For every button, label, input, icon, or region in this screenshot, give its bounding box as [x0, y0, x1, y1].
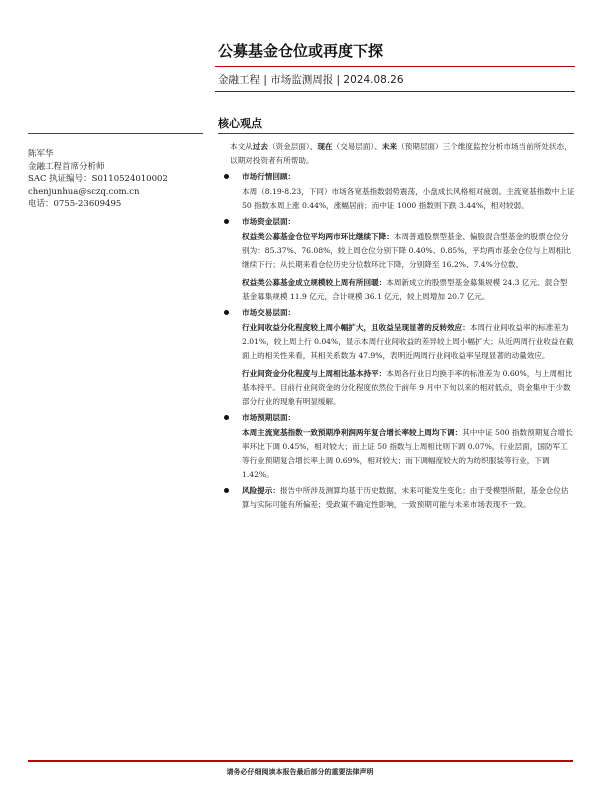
author-divider — [28, 133, 203, 134]
item-risk-warning — [230, 484, 575, 512]
para-text: 本周各行业日均换手率的标准差为 0.60%，与上周相比基本持平。目前行业间资金的分化程度依然位于前年 9 月中下旬以来的相对低点，资金集中于少数部分行业的现象有明显缓解。 — [242, 369, 573, 406]
report-title: 公募基金仓位或再度下探 — [218, 42, 384, 60]
intro-text-2: （资金层面）、 — [267, 142, 318, 151]
intro-text-3: （交易层面）、 — [332, 142, 382, 151]
bullet-icon — [224, 219, 229, 224]
item-heading: 市场预期层面： — [242, 413, 296, 422]
footer-disclaimer: 请务必仔细阅读本报告最后部分的重要法律声明 — [226, 767, 374, 776]
intro-text-1: 本文从 — [230, 142, 253, 151]
author-name: 陈军华 — [28, 149, 54, 159]
intro-paragraph — [230, 140, 575, 168]
subtitle-divider — [215, 91, 575, 92]
item-expectation-level — [230, 411, 575, 482]
item-paragraph — [242, 367, 575, 409]
footer-divider — [28, 760, 573, 762]
item-paragraph — [242, 484, 575, 512]
author-block — [28, 148, 208, 211]
item-paragraph — [242, 426, 575, 482]
section-title: 核心观点 — [218, 117, 262, 130]
intro-text-4: （预期层面）三个维度监控分析市场当前所处状态，以期对投资者有所帮助。 — [230, 142, 572, 165]
para-lead: 行业间收益分化程度较上周小幅扩大，且收益呈现显著的反转效应： — [242, 323, 470, 332]
author-license: SAC 执证编号：S0110524010002 — [28, 174, 168, 184]
author-phone: 电话：0755-23609495 — [28, 199, 122, 209]
para-text: 本周行业间收益率的标准差为 2.01%，较上周上行 0.04%，显示本周行业间收益的差异较上周小幅扩大；从近两周行业收益在截面上的相关性来看，其相关系数为 47.9%，表明近两周行业间收益率呈现显著的动量效应。 — [242, 323, 574, 360]
para-text: 其中中证 500 指数预期复合增长率环比下调 0.45%，相对较大；而上证 50 指数与上周相比则下调 0.07%。行业层面，国防军工等行业预期复合增长率上调 0.69%，相对较大；而下调幅度较大的为纺织服装等行业，下调 1.42%。 — [242, 428, 573, 479]
title-divider — [215, 66, 575, 67]
item-paragraph — [242, 321, 575, 363]
core-divider — [218, 133, 574, 134]
item-market-review — [230, 170, 575, 213]
item-paragraph — [242, 230, 575, 272]
item-heading: 市场行情回顾： — [242, 172, 296, 181]
item-paragraph — [242, 276, 575, 304]
item-heading: 风险提示： — [242, 486, 280, 495]
para-lead: 本周主流宽基指数一致预期净利润两年复合增长率较上周均下调： — [242, 428, 463, 437]
para-text: 本周新成立的股票型基金募集规模 24.3 亿元、混合型基金募集规模 11.9 亿元，合计规模 36.1 亿元，较上周增加 20.7 亿元。 — [242, 278, 568, 301]
intro-keyword-present: 现在 — [317, 142, 333, 151]
bullet-icon — [224, 415, 229, 420]
para-lead: 行业间资金分化程度与上周相比基本持平： — [242, 369, 387, 378]
intro-keyword-future: 未来 — [381, 142, 398, 151]
para-text: 本周（8.19-8.23，下同）市场各宽基指数弱势震荡，小盘成长风格相对疲弱。主流宽基指数中上证 50 指数本周上涨 0.44%，涨幅居前；而中证 1000 指数则下跌 3.44%，相对较弱。 — [242, 187, 575, 210]
para-text: 本周普通股票型基金、偏股混合型基金的股票仓位分别为：85.37%、76.08%，较上周仓位分别下降 0.40%、0.85%，平均两市基金仓位与上周相比继续下行；从长期来看仓位历史分位数环比下降，分别降至 16.2%、7.4%分位数。 — [242, 232, 571, 269]
bullet-icon — [224, 488, 229, 493]
item-heading: 市场资金层面： — [242, 217, 296, 226]
bullet-icon — [224, 174, 229, 179]
item-paragraph — [242, 185, 575, 213]
core-content — [230, 140, 575, 512]
intro-keyword-past: 过去 — [252, 142, 268, 151]
author-email: chenjunhua@sczq.com.cn — [28, 186, 140, 197]
report-subtitle: 金融工程 | 市场监测周报 | 2024.08.26 — [218, 74, 404, 86]
author-role: 金融工程首席分析师 — [28, 161, 105, 172]
para-lead: 权益类公募基金成立规模较上周有所回暖： — [242, 278, 387, 287]
item-heading: 市场交易层面： — [242, 308, 296, 317]
para-lead: 权益类公募基金仓位平均两市环比继续下降： — [242, 232, 394, 241]
bullet-icon — [224, 310, 229, 315]
item-trading-level — [230, 306, 575, 409]
para-text: 报告中所涉及测算均基于历史数据，未来可能发生变化；由于受模型所限，基金仓位估算与实际可能有所偏差；受政策不确定性影响，一致预期可能与未来市场表现不一致。 — [242, 486, 569, 509]
item-fund-level — [230, 215, 575, 304]
